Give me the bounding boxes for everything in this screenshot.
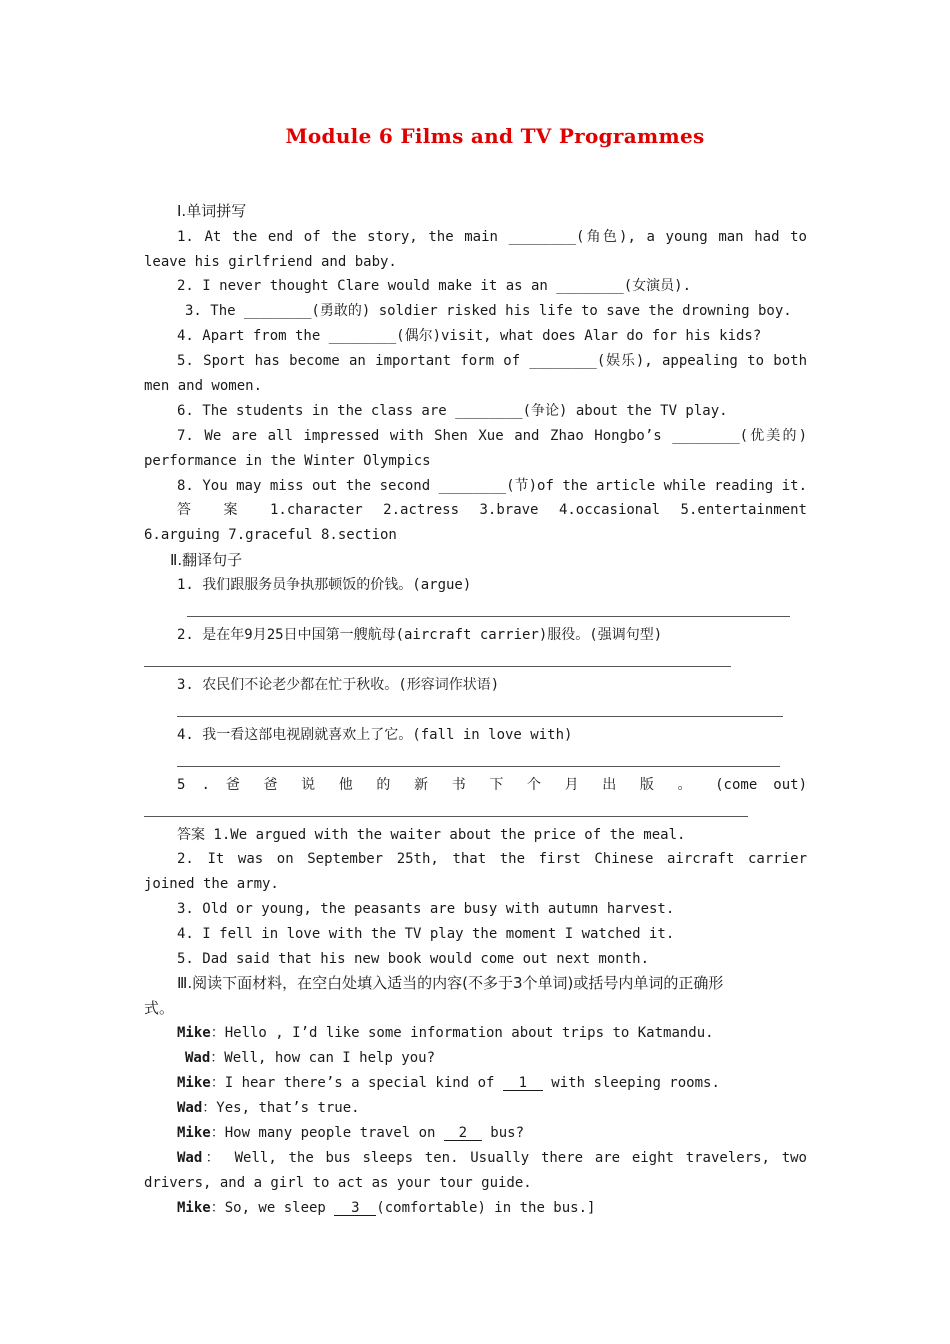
speaker-mike: Mike bbox=[177, 1075, 211, 1091]
dialogue-line-7 bbox=[177, 1199, 807, 1217]
answer-key-2-4: 4. I fell in love with the TV play the moment I watched it. bbox=[177, 926, 675, 942]
answer-key-2-5: 5. Dad said that his new book would come out next month. bbox=[177, 951, 650, 967]
question-6: 6. The students in the class are ________(争论) about the TV play. bbox=[177, 403, 728, 419]
section-3-heading-continued: 式。 bbox=[144, 999, 175, 1017]
speaker-mike: Mike bbox=[177, 1200, 211, 1216]
question-5: 5. Sport has become an important form of ________(娱乐), appealing to both bbox=[177, 353, 807, 369]
blank-3[interactable]: 3 bbox=[334, 1201, 376, 1216]
question-4: 4. Apart from the ________(偶尔)visit, what does Alar do for his kids? bbox=[177, 328, 762, 344]
dialogue-line-3 bbox=[177, 1074, 807, 1092]
dialogue-line-2 bbox=[185, 1049, 815, 1067]
answer-line-2 bbox=[144, 666, 731, 667]
dialogue-text: ：Yes, that’s true. bbox=[202, 1100, 360, 1116]
section-2-heading: Ⅱ.翻译句子 bbox=[170, 551, 243, 569]
dialogue-text: ：I hear there’s a special kind of bbox=[210, 1075, 503, 1091]
question-1-continued: leave his girlfriend and baby. bbox=[144, 254, 397, 270]
blank-2[interactable]: 2 bbox=[444, 1126, 482, 1141]
dialogue-text: bus? bbox=[481, 1125, 525, 1141]
dialogue-text: (comfortable) in the bus.] bbox=[376, 1200, 596, 1216]
dialogue-text: ：Hello , I’d like some information about trips to Katmandu. bbox=[210, 1025, 714, 1041]
answer-key-2-2: 2. It was on September 25th, that the first Chinese aircraft carrier bbox=[177, 851, 807, 867]
answer-line-4 bbox=[177, 766, 780, 767]
speaker-mike: Mike bbox=[177, 1025, 211, 1041]
dialogue-text: ：So, we sleep bbox=[210, 1200, 335, 1216]
page-title: Module 6 Films and TV Programmes bbox=[285, 124, 705, 148]
translate-3: 3. 农民们不论老少都在忙于秋收。(形容词作状语) bbox=[177, 677, 500, 693]
blank-1[interactable]: 1 bbox=[503, 1076, 543, 1091]
answer-key-2-1: 答案 1.We argued with the waiter about the price of the meal. bbox=[177, 827, 686, 843]
answer-key-1-continued: 6.arguing 7.graceful 8.section bbox=[144, 527, 397, 543]
answer-line-5 bbox=[144, 816, 748, 817]
speaker-wad: Wad bbox=[177, 1100, 203, 1116]
question-3: 3. The ________(勇敢的) soldier risked his life to save the drowning boy. bbox=[185, 303, 792, 319]
translate-1: 1. 我们跟服务员争执那顿饭的价钱。(argue) bbox=[177, 577, 472, 593]
answer-key-2-2-continued: joined the army. bbox=[144, 876, 279, 892]
dialogue-text: ：Well, how can I help you? bbox=[210, 1050, 436, 1066]
speaker-mike: Mike bbox=[177, 1125, 211, 1141]
translate-5: 5 . 爸 爸 说 他 的 新 书 下 个 月 出 版 。 (come out) bbox=[177, 777, 807, 793]
dialogue-text: ： Well, the bus sleeps ten. Usually there are eight travelers, two bbox=[202, 1150, 807, 1166]
dialogue-line-1 bbox=[177, 1024, 807, 1042]
answer-key-2-3: 3. Old or young, the peasants are busy with autumn harvest. bbox=[177, 901, 675, 917]
question-7-continued: performance in the Winter Olympics bbox=[144, 453, 431, 469]
question-7: 7. We are all impressed with Shen Xue and Zhao Hongbo’s ________(优美的) bbox=[177, 428, 807, 444]
dialogue-line-4 bbox=[177, 1099, 807, 1117]
speaker-wad: Wad bbox=[177, 1150, 203, 1166]
answer-line-1 bbox=[187, 616, 790, 617]
answer-key-1: 答 案 1.character 2.actress 3.brave 4.occasional 5.entertainment bbox=[177, 502, 807, 518]
section-1-heading: Ⅰ.单词拼写 bbox=[177, 202, 247, 220]
dialogue-text: with sleeping rooms. bbox=[542, 1075, 720, 1091]
speaker-wad: Wad bbox=[185, 1050, 211, 1066]
dialogue-line-6 bbox=[177, 1149, 807, 1167]
translate-2: 2. 是在年9月25日中国第一艘航母(aircraft carrier)服役。(强调句型) bbox=[177, 627, 663, 643]
translate-4: 4. 我一看这部电视剧就喜欢上了它。(fall in love with) bbox=[177, 727, 573, 743]
section-3-heading: Ⅲ.阅读下面材料，在空白处填入适当的内容(不多于3个单词)或括号内单词的正确形 bbox=[177, 974, 724, 992]
answer-line-3 bbox=[177, 716, 783, 717]
dialogue-line-5 bbox=[177, 1124, 807, 1142]
question-2: 2. I never thought Clare would make it as an ________(女演员). bbox=[177, 278, 692, 294]
question-5-continued: men and women. bbox=[144, 378, 263, 394]
dialogue-line-6-continued: drivers, and a girl to act as your tour guide. bbox=[144, 1175, 532, 1191]
question-1: 1. At the end of the story, the main ________(角色), a young man had to bbox=[177, 229, 807, 245]
dialogue-text: ：How many people travel on bbox=[210, 1125, 444, 1141]
question-8: 8. You may miss out the second ________(节)of the article while reading it. bbox=[177, 478, 807, 494]
